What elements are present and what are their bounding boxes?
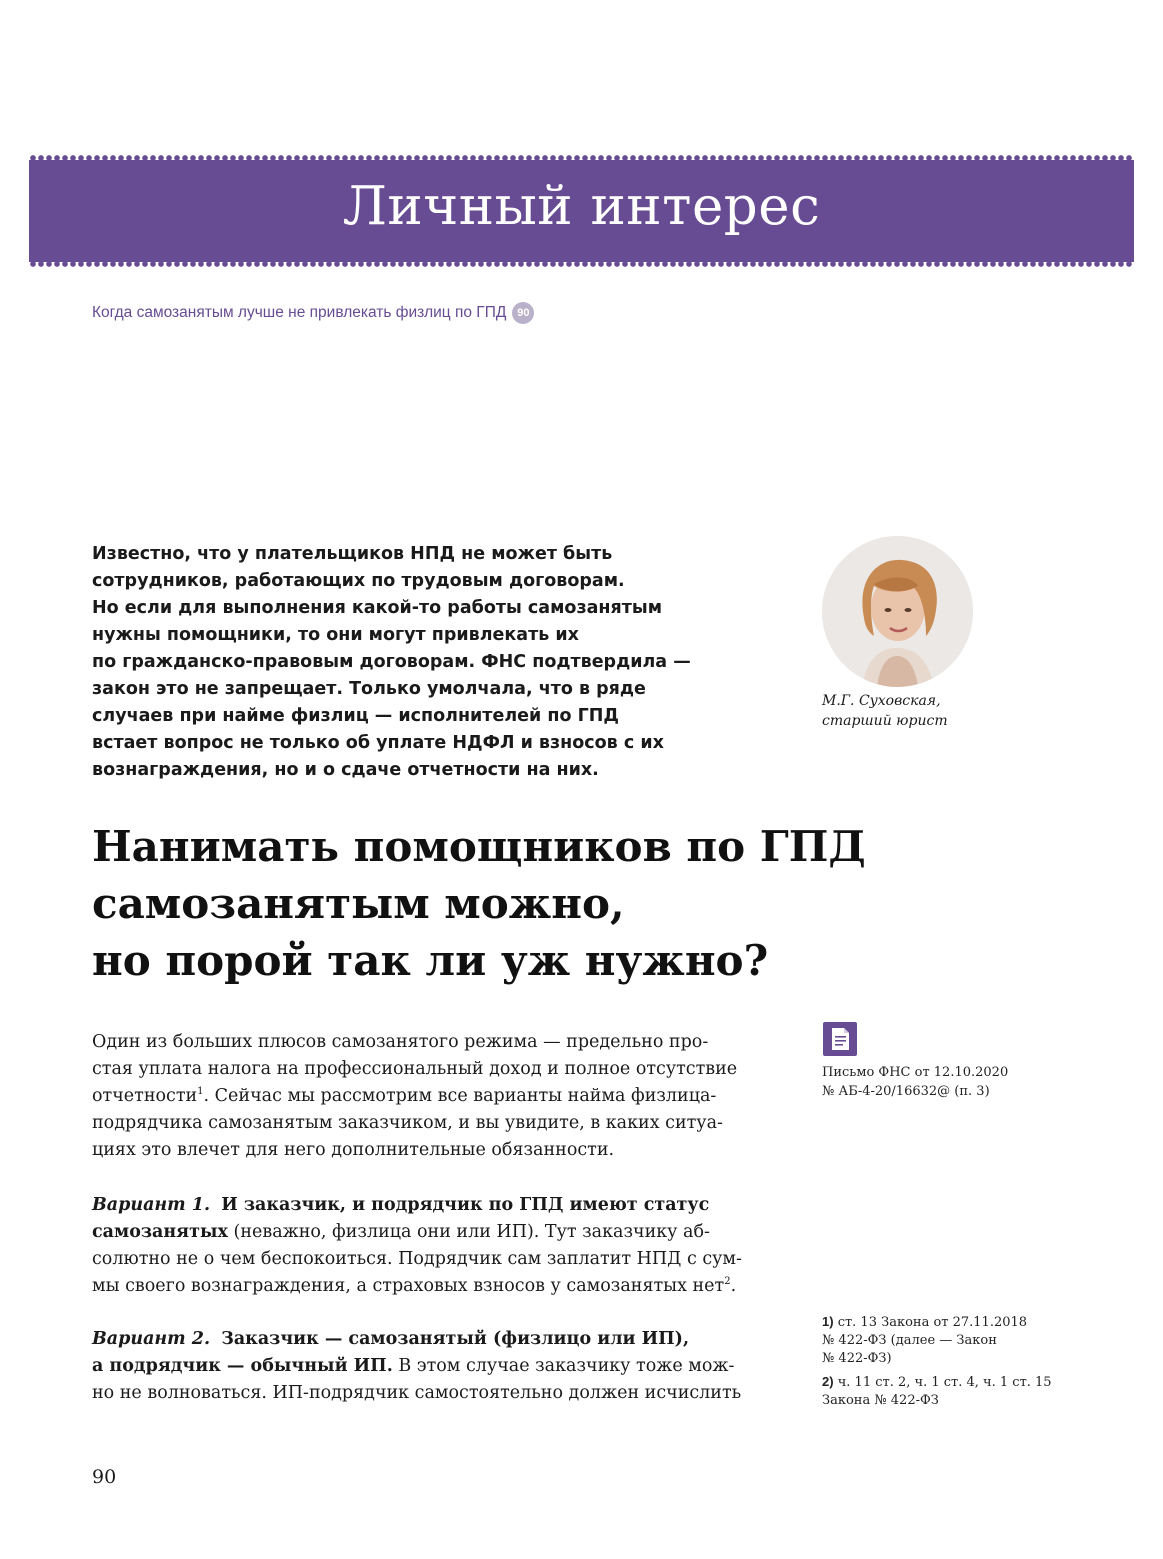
author-portrait-icon [822,536,973,687]
body-line: циях это влечет для него дополнительные обязанности. [92,1140,615,1160]
side-note-line: Письмо ФНС от 12.10.2020 [822,1065,1009,1080]
section-banner [29,160,1134,262]
side-note-line: № АБ-4-20/16632@ (п. 3) [822,1084,990,1099]
variant-2-paragraph [92,1326,768,1407]
lead-line: встает вопрос не только об уплате НДФЛ и взносов с их [92,733,664,753]
lead-line: закон это не запрещает. Только умолчала, что в ряде [92,679,646,699]
lead-paragraph [92,541,792,784]
footnote-line [822,1373,1052,1392]
variant-1-paragraph [92,1192,768,1300]
body-line [92,1083,768,1110]
footnote-text: ст. 13 Закона от 27.11.2018 [833,1315,1028,1330]
body-line [92,1326,768,1353]
toc-entry-text: Когда самозанятым лучше не привлекать физлиц по ГПД [92,304,507,321]
page-number: 90 [92,1466,117,1488]
body-line: Один из больших плюсов самозанятого режима — предельно про- [92,1032,709,1052]
body-text: . Сейчас мы рассмотрим все варианты найма физлица- [203,1086,717,1106]
body-text: (неважно, физлица они или ИП). Тут заказчику аб- [227,1222,710,1242]
footnote-text: ч. 11 ст. 2, ч. 1 ст. 4, ч. 1 ст. 15 [833,1375,1052,1390]
intro-paragraph [92,1029,768,1164]
author-photo [822,536,973,687]
lead-line: Но если для выполнения какой-то работы самозанятым [92,598,663,618]
toc-entry[interactable] [92,302,534,324]
lead-line: по гражданско-правовым договорам. ФНС подтвердила — [92,652,691,672]
body-line [92,1273,768,1300]
body-bold-text: самозанятых [92,1222,228,1242]
headline-line: но порой так ли уж нужно? [92,936,769,985]
article-headline [92,818,866,989]
variant-label: Вариант 2. [92,1329,211,1349]
body-line: подрядчика самозанятым заказчиком, и вы увидите, в каких ситуа- [92,1113,723,1133]
body-line [92,1192,768,1219]
author-name: М.Г. Суховская, [822,693,941,709]
body-bold-text: а подрядчик — обычный ИП. [92,1356,393,1376]
body-line [92,1353,768,1380]
side-note [822,1063,1008,1101]
footnotes [822,1313,1052,1415]
headline-line: Нанимать помощников по ГПД [92,822,866,871]
body-line: но не волноваться. ИП-подрядчик самостоятельно должен исчислить [92,1383,742,1403]
body-line: стая уплата налога на профессиональный доход и полное отсутствие [92,1059,738,1079]
footnote-line: № 422-ФЗ) [822,1351,892,1366]
footnote-number: 2) [822,1374,834,1389]
lead-line: нужны помощники, то они могут привлекать их [92,625,579,645]
lead-line: случаев при найме физлиц — исполнителей по ГПД [92,706,619,726]
body-line [92,1219,768,1246]
author-role: старший юрист [822,713,948,729]
headline-line: самозанятым можно, [92,879,625,928]
lead-line: сотрудников, работающих по трудовым договорам. [92,571,625,591]
footnote-line: Закона № 422-ФЗ [822,1393,939,1408]
body-bold-text: И заказчик, и подрядчик по ГПД имеют статус [221,1195,710,1215]
footnote-number: 1) [822,1314,834,1329]
lead-line: Известно, что у плательщиков НПД не может быть [92,544,613,564]
body-text: мы своего вознаграждения, а страховых взносов у самозанятых нет [92,1276,725,1296]
footnote-ref[interactable]: 1 [197,1086,204,1098]
variant-label: Вариант 1. [92,1195,211,1215]
footnote [822,1313,1052,1368]
body-text: отчетности [92,1086,198,1106]
footnote [822,1373,1052,1410]
author-caption [822,691,948,731]
section-title: Личный интерес [342,176,821,237]
document-icon [823,1022,857,1056]
footnote-line: № 422-ФЗ (далее — Закон [822,1333,997,1348]
footnote-ref[interactable]: 2 [724,1276,731,1288]
lead-line: вознаграждения, но и о сдаче отчетности на них. [92,760,599,780]
toc-page-badge: 90 [512,302,534,324]
body-text: В этом случае заказчику тоже мож- [392,1356,735,1376]
body-text: . [730,1276,737,1296]
body-bold-text: Заказчик — самозанятый (физлицо или ИП), [221,1329,690,1349]
footnote-line [822,1313,1052,1332]
body-line: солютно не о чем беспокоиться. Подрядчик сам заплатит НПД с сум- [92,1249,742,1269]
